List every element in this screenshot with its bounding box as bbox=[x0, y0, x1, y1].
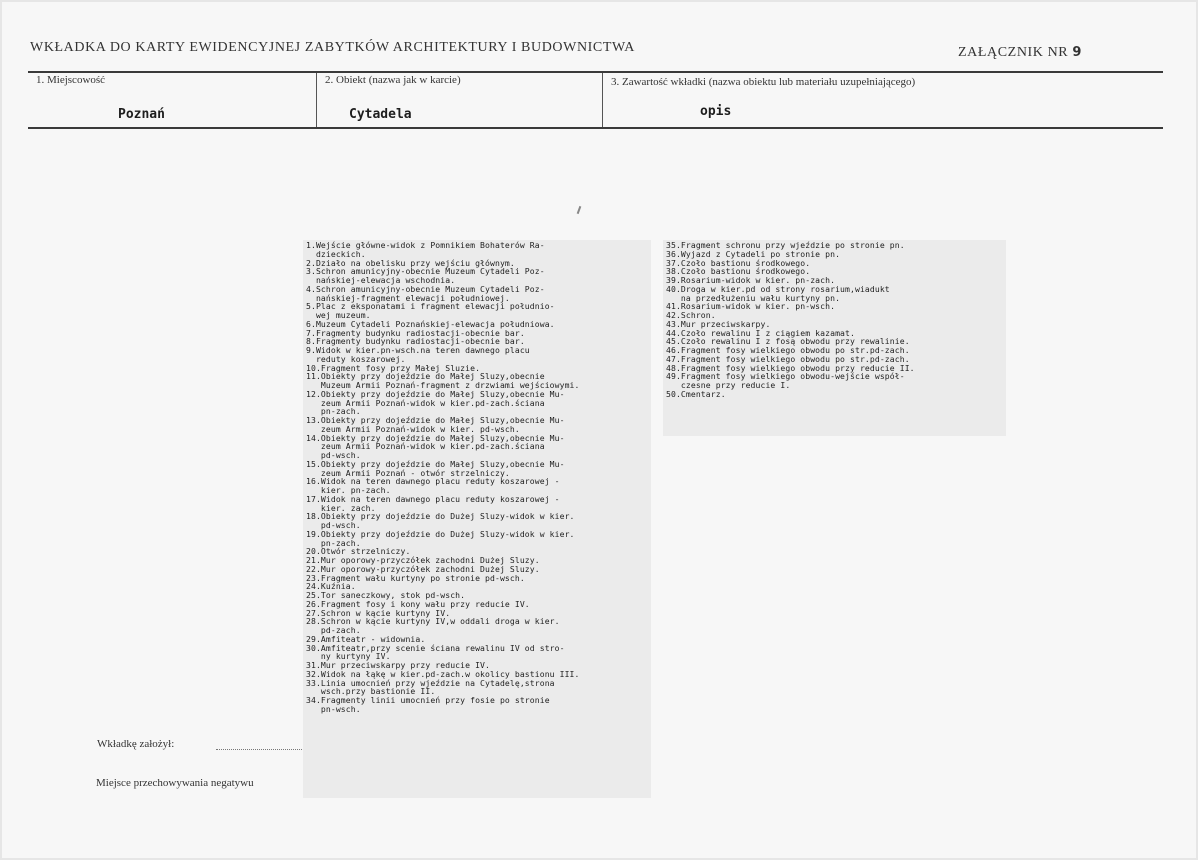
photo-list-right bbox=[666, 241, 1003, 399]
field-divider-1 bbox=[316, 73, 317, 127]
form-title: WKŁADKA DO KARTY EWIDENCYJNEJ ZABYTKÓW ARCHITEKTURY I BUDOWNICTWA bbox=[30, 40, 635, 55]
list-item: 17.Widok na teren dawnego placu reduty koszarowej - kier. zach. bbox=[306, 493, 560, 513]
insert-content-label: 3. Zawartość wkładki (nazwa obiektu lub materiału uzupełniającego) bbox=[611, 76, 916, 88]
author-signature-line bbox=[216, 749, 306, 750]
list-item: 41.Rosarium-widok w kier. pn-wsch. bbox=[666, 301, 836, 312]
list-item: 3.Schron amunicyjny-obecnie Muzeum Cytadeli Poz- nańskiej-elewacja wschodnia. bbox=[306, 266, 545, 285]
list-item: 14.Obiekty przy dojeździe do Małej Sluzy,obecnie Mu- zeum Armii Poznań-widok w kier.pd-zach.ściana pd-wsch. bbox=[306, 432, 565, 460]
field-divider-2 bbox=[602, 73, 603, 127]
author-label: Wkładkę założył: bbox=[97, 738, 175, 750]
list-item: 46.Fragment fosy wielkiego obwodu po str.pd-zach. bbox=[666, 345, 910, 355]
list-item: 47.Fragment fosy wielkiego obwodu po str.pd-zach. bbox=[666, 353, 910, 364]
list-item: 38.Czoło bastionu środkowego. bbox=[666, 266, 811, 277]
list-item: 43.Mur przeciwskarpy. bbox=[666, 318, 771, 329]
list-item: 2.Działo na obelisku przy wejściu głównym. bbox=[306, 257, 515, 268]
list-item: 16.Widok na teren dawnego placu reduty koszarowej - kier. pn-zach. bbox=[306, 476, 560, 495]
object-value: Cytadela bbox=[349, 107, 412, 122]
annex-number: 9 bbox=[1072, 45, 1083, 60]
list-item: 6.Muzeum Cytadeli Poznańskiej-elewacja południowa. bbox=[306, 318, 555, 329]
list-item: 4.Schron amunicyjny-obecnie Muzeum Cytadeli Poz- nańskiej-fragment elewacji południowej. bbox=[306, 283, 545, 303]
header-bottom-rule bbox=[28, 127, 1163, 129]
list-item: 45.Czoło rewalinu I z fosą obwodu przy rewalinie. bbox=[666, 336, 910, 347]
list-item: 15.Obiekty przy dojeździe do Małej Sluzy,obecnie Mu- zeum Armii Poznań - otwór strzelniczy. bbox=[306, 458, 565, 478]
negative-location-label: Miejsce przechowywania negatywu bbox=[96, 777, 254, 789]
list-item: 34.Fragmenty linii umocnień przy fosie po stronie pn-wsch. bbox=[306, 695, 550, 714]
list-item: 20.Otwór strzelniczy. bbox=[306, 546, 411, 557]
locality-value: Poznań bbox=[118, 107, 165, 122]
list-item: 10.Fragment fosy przy Małej Sluzie. bbox=[306, 362, 481, 373]
list-item: 22.Mur oporowy-przyczółek zachodni Dużej Sluzy. bbox=[306, 563, 540, 574]
list-item: 21.Mur oporowy-przyczółek zachodni Dużej Sluzy. bbox=[306, 555, 540, 565]
list-item: 50.Cmentarz. bbox=[666, 388, 726, 399]
list-item: 32.Widok na łąkę w kier.pd-zach.w okolicy bastionu III. bbox=[306, 668, 580, 679]
list-item: 28.Schron w kącie kurtyny IV,w oddali droga w kier. pd-zach. bbox=[306, 616, 560, 635]
list-item: 36.Wyjazd z Cytadeli po stronie pn. bbox=[666, 248, 841, 259]
header-top-rule bbox=[28, 71, 1163, 73]
list-item: 5.Plac z eksponatami i fragment elewacji południo- wej muzeum. bbox=[306, 301, 555, 320]
list-item: 44.Czoło rewalinu I z ciągiem kazamat. bbox=[666, 327, 855, 338]
list-item: 27.Schron w kącie kurtyny IV. bbox=[306, 607, 451, 618]
list-item: 39.Rosarium-widok w kier. pn-zach. bbox=[666, 275, 836, 285]
list-item: 1.Wejście główne-widok z Pomnikiem Bohaterów Ra- dzieckich. bbox=[306, 240, 545, 259]
insert-content-value: opis bbox=[700, 104, 732, 119]
list-item: 49.Fragment fosy wielkiego obwodu-wejście współ- czesne przy reducie I. bbox=[666, 371, 905, 390]
list-item: 24.Kuźnia. bbox=[306, 581, 356, 592]
locality-label: 1. Miejscowość bbox=[36, 74, 106, 86]
list-item: 40.Droga w kier.pd od strony rosarium,wiadukt na przedłużeniu wału kurtyny pn. bbox=[666, 283, 890, 303]
photo-list-left bbox=[306, 241, 648, 714]
list-item: 7.Fragmenty budynku radiostacji-obecnie bar. bbox=[306, 327, 525, 338]
list-item: 33.Linia umocnień przy wjeździe na Cytadelę,strona wsch.przy bastionie II. bbox=[306, 677, 555, 697]
list-item: 37.Czoło bastionu środkowego. bbox=[666, 257, 811, 268]
list-item: 11.Obiekty przy dojeździe do Małej Sluzy,obecnie Muzeum Armii Poznań-fragment z drzwiami wejściowymi. bbox=[306, 371, 580, 390]
photo-list-slip-right bbox=[663, 240, 1006, 436]
list-item: 31.Mur przeciwskarpy przy reducie IV. bbox=[306, 660, 490, 670]
list-item: 26.Fragment fosy i kony wału przy reducie IV. bbox=[306, 598, 530, 609]
annex-text: ZAŁĄCZNIK NR bbox=[958, 45, 1069, 60]
list-item: 13.Obiekty przy dojeździe do Małej Sluzy,obecnie Mu- zeum Armii Poznań-widok w kier. pd-wsch. bbox=[306, 415, 565, 434]
list-item: 30.Amfiteatr,przy scenie ściana rewalinu IV od stro- ny kurtyny IV. bbox=[306, 642, 565, 662]
list-item: 12.Obiekty przy dojeździe do Małej Sluzy,obecnie Mu- zeum Armii Poznań-widok w kier.pd-zach.ściana pn-zach. bbox=[306, 388, 565, 417]
list-item: 42.Schron. bbox=[666, 310, 716, 320]
list-item: 23.Fragment wału kurtyny po stronie pd-wsch. bbox=[306, 572, 525, 583]
object-label: 2. Obiekt (nazwa jak w karcie) bbox=[325, 74, 461, 86]
list-item: 48.Fragment fosy wielkiego obwodu przy reducie II. bbox=[666, 362, 915, 373]
list-item: 8.Fragmenty budynku radiostacji-obecnie bar. bbox=[306, 336, 525, 347]
list-item: 25.Tor saneczkowy, stok pd-wsch. bbox=[306, 590, 466, 600]
list-item: 18.Obiekty przy dojeździe do Dużej Sluzy-widok w kier. pd-wsch. bbox=[306, 511, 575, 530]
list-item: 19.Obiekty przy dojeździe do Dużej Sluzy-widok w kier. pn-zach. bbox=[306, 528, 575, 548]
annex-label bbox=[958, 45, 1082, 61]
list-item: 35.Fragment schronu przy wjeździe po stronie pn. bbox=[666, 240, 905, 250]
list-item: 9.Widok w kier.pn-wsch.na teren dawnego placu reduty koszarowej. bbox=[306, 345, 530, 364]
photo-list-slip-left bbox=[303, 240, 651, 798]
list-item: 29.Amfiteatr - widownia. bbox=[306, 633, 426, 644]
